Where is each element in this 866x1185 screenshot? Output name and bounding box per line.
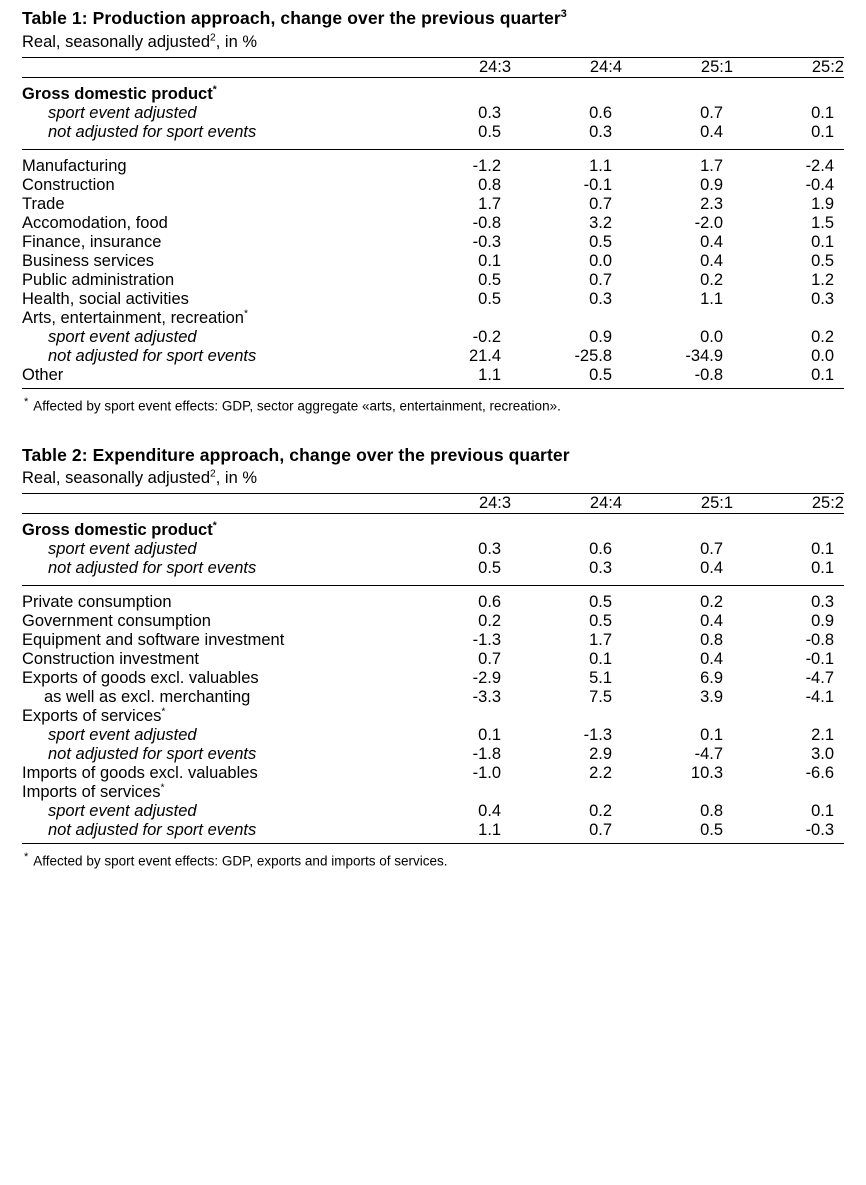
data-cell [511, 309, 622, 328]
data-cell: 0.1 [589, 650, 613, 669]
data-cell: 2.1 [811, 726, 834, 745]
spacer-cell [22, 514, 844, 522]
row-label [22, 521, 400, 540]
table-row [22, 123, 844, 142]
data-cell: 0.5 [811, 251, 834, 270]
data-cell: 0.3 [478, 540, 502, 559]
column-header-period: 25:1 [622, 494, 733, 514]
data-cell: 2.2 [589, 764, 613, 783]
data-cell: 0.0 [589, 251, 613, 270]
row-label [22, 176, 400, 195]
table-subtitle-unit: , in % [215, 469, 258, 488]
row-footnote-marker: * [243, 308, 248, 319]
row-label [22, 726, 400, 745]
data-cell: -1.2 [472, 156, 502, 175]
table-row [22, 347, 844, 366]
column-header-label [22, 57, 400, 77]
data-cell: 0.7 [589, 194, 613, 213]
section-divider-rule [22, 149, 844, 157]
data-cell: -0.3 [472, 232, 502, 251]
table-subtitle-unit: , in % [215, 32, 258, 51]
data-cell: 1.1 [700, 289, 724, 308]
bottom-rule-cell [22, 840, 844, 844]
row-label [22, 593, 400, 612]
header-rule-spacer [22, 514, 844, 522]
bottom-rule-cell [22, 385, 844, 389]
section-divider-rule [22, 586, 844, 594]
row-label-text: Health, social activities [22, 289, 189, 308]
data-cell: 0.1 [811, 802, 834, 821]
table-subtitle [22, 32, 844, 53]
data-cell: -4.7 [805, 669, 834, 688]
data-cell [622, 707, 733, 726]
table-row [22, 214, 844, 233]
row-label [22, 233, 400, 252]
data-cell: -4.7 [694, 745, 724, 764]
row-label-text: Exports of goods excl. valuables [22, 669, 259, 688]
data-cell: 2.3 [700, 194, 724, 213]
row-label [22, 688, 400, 707]
table-subtitle-text: Real, seasonally adjusted [22, 469, 211, 488]
row-label [22, 669, 400, 688]
table-bottom-rule [22, 385, 844, 389]
row-label-text: Imports of services [22, 783, 161, 802]
table-row [22, 85, 844, 104]
row-label-text: sport event adjusted [48, 327, 197, 346]
data-cell [622, 783, 733, 802]
data-cell: 0.2 [478, 612, 502, 631]
data-cell: 0.1 [811, 365, 834, 384]
table-row [22, 309, 844, 328]
row-label [22, 540, 400, 559]
data-cell [622, 309, 733, 328]
row-label-text: not adjusted for sport events [48, 745, 257, 764]
row-footnote-marker: * [212, 84, 217, 95]
data-cell: 0.6 [478, 593, 502, 612]
table-row [22, 233, 844, 252]
data-cell: 0.7 [589, 270, 613, 289]
data-cell: 0.6 [589, 540, 613, 559]
row-footnote-marker: * [161, 706, 166, 718]
header-rule-spacer [22, 77, 844, 85]
data-cell: 0.9 [811, 612, 834, 631]
data-cell: -1.3 [472, 631, 502, 650]
data-cell: 0.4 [700, 612, 724, 631]
data-cell: -3.3 [472, 688, 502, 707]
row-label-text: Public administration [22, 270, 175, 289]
spacer-cell [22, 142, 844, 150]
table-row [22, 593, 844, 612]
row-label [22, 214, 400, 233]
data-cell: 0.1 [478, 251, 502, 270]
data-cell: -0.3 [805, 821, 834, 840]
data-cell: 1.1 [589, 156, 613, 175]
divider-cell [22, 586, 844, 594]
row-label [22, 631, 400, 650]
data-cell [733, 521, 844, 540]
data-cell: 1.7 [478, 194, 502, 213]
row-label [22, 821, 400, 840]
data-cell: 0.4 [700, 559, 724, 578]
table-subtitle-footnote-marker: 2 [210, 468, 216, 480]
table-row [22, 540, 844, 559]
tables-container [22, 8, 844, 870]
table-row [22, 104, 844, 123]
table-row [22, 707, 844, 726]
data-cell [622, 521, 733, 540]
footnote-marker: * [24, 851, 29, 864]
data-cell: 0.3 [478, 103, 502, 122]
row-label-text: Gross domestic product [22, 521, 213, 540]
data-cell: -0.1 [583, 175, 613, 194]
data-cell: 0.2 [589, 802, 613, 821]
data-cell: 0.1 [811, 232, 834, 251]
row-label [22, 612, 400, 631]
data-cell: 0.3 [589, 289, 613, 308]
table-row [22, 271, 844, 290]
row-label-text: Private consumption [22, 593, 172, 612]
row-footnote-marker: * [212, 520, 217, 532]
table-header-row [22, 57, 844, 77]
spacer-cell [22, 578, 844, 586]
row-label-text: Exports of services [22, 707, 162, 726]
divider-cell [22, 149, 844, 157]
data-cell: 0.5 [478, 289, 502, 308]
data-cell: 3.9 [700, 688, 724, 707]
data-cell [733, 783, 844, 802]
column-header-label [22, 494, 400, 514]
data-cell: 0.0 [700, 327, 724, 346]
row-label [22, 195, 400, 214]
data-cell: 0.5 [700, 821, 724, 840]
row-label [22, 707, 400, 726]
table-title [22, 445, 844, 467]
data-cell: 0.4 [700, 251, 724, 270]
table-title-footnote-marker: 3 [560, 8, 567, 21]
section-divider-spacer [22, 578, 844, 586]
data-cell: -4.1 [805, 688, 834, 707]
table-block [22, 445, 844, 871]
footnote-text: Affected by sport event effects: GDP, sector aggregate «arts, entertainment, recreation». [33, 398, 561, 413]
data-cell: 0.7 [700, 540, 724, 559]
data-cell: -34.9 [685, 346, 724, 365]
data-table [22, 57, 844, 389]
data-cell: 0.2 [811, 327, 834, 346]
data-cell: 0.5 [589, 365, 613, 384]
row-label-text: Government consumption [22, 612, 211, 631]
data-cell: 21.4 [468, 346, 502, 365]
row-label [22, 328, 400, 347]
row-label-text: not adjusted for sport events [48, 346, 257, 365]
data-cell: -1.8 [472, 745, 502, 764]
data-cell: 0.5 [478, 122, 502, 141]
data-cell: 0.8 [700, 631, 724, 650]
row-label-text: not adjusted for sport events [48, 559, 257, 578]
table-row [22, 783, 844, 802]
table-row [22, 631, 844, 650]
data-cell [733, 707, 844, 726]
row-label-text: Trade [22, 194, 65, 213]
data-cell [733, 309, 844, 328]
data-cell: -0.2 [472, 327, 502, 346]
table-bottom-rule [22, 840, 844, 844]
data-cell [400, 85, 511, 104]
data-cell: 0.1 [478, 726, 502, 745]
row-label [22, 290, 400, 309]
data-cell: 0.3 [589, 122, 613, 141]
row-label [22, 783, 400, 802]
data-cell [400, 783, 511, 802]
data-cell: 0.5 [589, 232, 613, 251]
column-header-period: 25:2 [733, 494, 844, 514]
row-label-text: Equipment and software investment [22, 631, 285, 650]
row-label-text: Gross domestic product [22, 84, 213, 103]
data-cell: 0.3 [811, 593, 834, 612]
row-label-text: as well as excl. merchanting [44, 688, 251, 707]
row-label-text: Imports of goods excl. valuables [22, 764, 258, 783]
data-cell [400, 521, 511, 540]
data-cell: -2.4 [805, 156, 834, 175]
row-label-text: Construction investment [22, 650, 199, 669]
data-cell: 5.1 [589, 669, 613, 688]
row-label-text: Other [22, 365, 64, 384]
table-row [22, 195, 844, 214]
data-cell: 10.3 [690, 764, 724, 783]
column-header-period: 25:2 [733, 57, 844, 77]
data-cell: -0.4 [805, 175, 834, 194]
table-row [22, 650, 844, 669]
table-footnote [22, 395, 844, 415]
table-row [22, 745, 844, 764]
column-header-period: 24:4 [511, 57, 622, 77]
row-label-text: sport event adjusted [48, 802, 197, 821]
table-row [22, 176, 844, 195]
table-block [22, 8, 844, 415]
data-cell: 0.5 [589, 593, 613, 612]
row-label-text: Accomodation, food [22, 213, 168, 232]
table-row [22, 521, 844, 540]
data-cell: -6.6 [805, 764, 834, 783]
row-label [22, 123, 400, 142]
data-cell: 0.1 [811, 122, 834, 141]
table-row [22, 688, 844, 707]
row-label-text: sport event adjusted [48, 726, 197, 745]
table-row [22, 612, 844, 631]
column-header-period: 24:3 [400, 57, 511, 77]
data-cell: -2.9 [472, 669, 502, 688]
row-label-text: Construction [22, 175, 115, 194]
data-cell: 0.9 [589, 327, 613, 346]
table-subtitle-text: Real, seasonally adjusted [22, 32, 211, 51]
data-cell: 1.7 [700, 156, 724, 175]
data-cell [622, 85, 733, 104]
data-cell [400, 707, 511, 726]
data-cell: -2.0 [694, 213, 724, 232]
row-label-text: sport event adjusted [48, 540, 197, 559]
table-footnote [22, 850, 844, 870]
table-row [22, 559, 844, 578]
data-cell: -1.0 [472, 764, 502, 783]
data-cell: 1.1 [478, 821, 502, 840]
table-row [22, 157, 844, 176]
data-cell: 0.1 [811, 540, 834, 559]
table-row [22, 726, 844, 745]
row-label-text: not adjusted for sport events [48, 821, 257, 840]
data-cell: 1.1 [478, 365, 502, 384]
table-title [22, 8, 844, 30]
data-cell: 0.6 [589, 103, 613, 122]
data-cell: 0.5 [589, 612, 613, 631]
row-label [22, 347, 400, 366]
data-cell: 1.9 [811, 194, 834, 213]
table-row [22, 821, 844, 840]
row-label [22, 764, 400, 783]
data-cell: 0.5 [478, 270, 502, 289]
table-title-text: Table 2: Expenditure approach, change over the previous quarter [22, 444, 570, 465]
data-cell: 0.0 [811, 346, 834, 365]
data-cell: 6.9 [700, 669, 724, 688]
data-cell: 1.2 [811, 270, 834, 289]
data-cell: -0.8 [472, 213, 502, 232]
data-cell: 0.9 [700, 175, 724, 194]
table-row [22, 328, 844, 347]
row-label [22, 559, 400, 578]
data-cell: 0.7 [478, 650, 502, 669]
data-cell [511, 521, 622, 540]
row-label-text: Manufacturing [22, 156, 127, 175]
data-cell: 0.5 [478, 559, 502, 578]
data-cell: 0.7 [589, 821, 613, 840]
row-label [22, 252, 400, 271]
row-footnote-marker: * [160, 782, 165, 794]
data-cell: 0.8 [700, 802, 724, 821]
data-cell: 0.3 [589, 559, 613, 578]
data-cell: 0.2 [700, 270, 724, 289]
data-cell: 3.2 [589, 213, 613, 232]
data-cell: -1.3 [583, 726, 613, 745]
data-cell: 2.9 [589, 745, 613, 764]
data-cell: 7.5 [589, 688, 613, 707]
data-cell [511, 707, 622, 726]
column-header-period: 24:3 [400, 494, 511, 514]
table-header-row [22, 494, 844, 514]
data-cell [733, 85, 844, 104]
row-label [22, 271, 400, 290]
data-cell: 0.4 [700, 122, 724, 141]
row-label [22, 366, 400, 385]
spacer-cell [22, 77, 844, 85]
data-cell: 0.3 [811, 289, 834, 308]
table-subtitle-footnote-marker: 2 [210, 32, 216, 44]
row-label [22, 85, 400, 104]
table-row [22, 290, 844, 309]
row-label-text: Business services [22, 251, 155, 270]
row-label-text: not adjusted for sport events [48, 122, 257, 141]
data-cell: 0.4 [700, 232, 724, 251]
table-row [22, 252, 844, 271]
row-label-text: sport event adjusted [48, 103, 197, 122]
data-cell: 0.8 [478, 175, 502, 194]
row-label-text: Finance, insurance [22, 232, 162, 251]
data-cell: 0.4 [700, 650, 724, 669]
column-header-period: 24:4 [511, 494, 622, 514]
data-cell [511, 85, 622, 104]
data-cell: 3.0 [811, 745, 834, 764]
row-label [22, 650, 400, 669]
data-cell [400, 309, 511, 328]
table-row [22, 366, 844, 385]
data-cell: -25.8 [574, 346, 613, 365]
data-cell: 0.2 [700, 593, 724, 612]
row-label [22, 104, 400, 123]
data-cell: 0.1 [811, 103, 834, 122]
data-cell: 1.7 [589, 631, 613, 650]
data-cell: -0.1 [805, 650, 834, 669]
data-cell: 0.1 [811, 559, 834, 578]
footnote-text: Affected by sport event effects: GDP, exports and imports of services. [33, 853, 448, 869]
section-divider-spacer [22, 142, 844, 150]
column-header-period: 25:1 [622, 57, 733, 77]
table-subtitle [22, 468, 844, 489]
row-label [22, 802, 400, 821]
footnote-marker: * [24, 395, 29, 408]
row-label-text: Arts, entertainment, recreation [22, 308, 244, 327]
data-table [22, 493, 844, 844]
data-cell: 0.4 [478, 802, 502, 821]
table-title-text: Table 1: Production approach, change over the previous quarter [22, 8, 561, 28]
data-cell: 0.1 [700, 726, 724, 745]
data-cell: -0.8 [694, 365, 724, 384]
data-cell [511, 783, 622, 802]
data-cell: 1.5 [811, 213, 834, 232]
row-label [22, 309, 400, 328]
table-row [22, 802, 844, 821]
table-row [22, 764, 844, 783]
data-cell: -0.8 [805, 631, 834, 650]
row-label [22, 157, 400, 176]
row-label [22, 745, 400, 764]
data-cell: 0.7 [700, 103, 724, 122]
table-row [22, 669, 844, 688]
